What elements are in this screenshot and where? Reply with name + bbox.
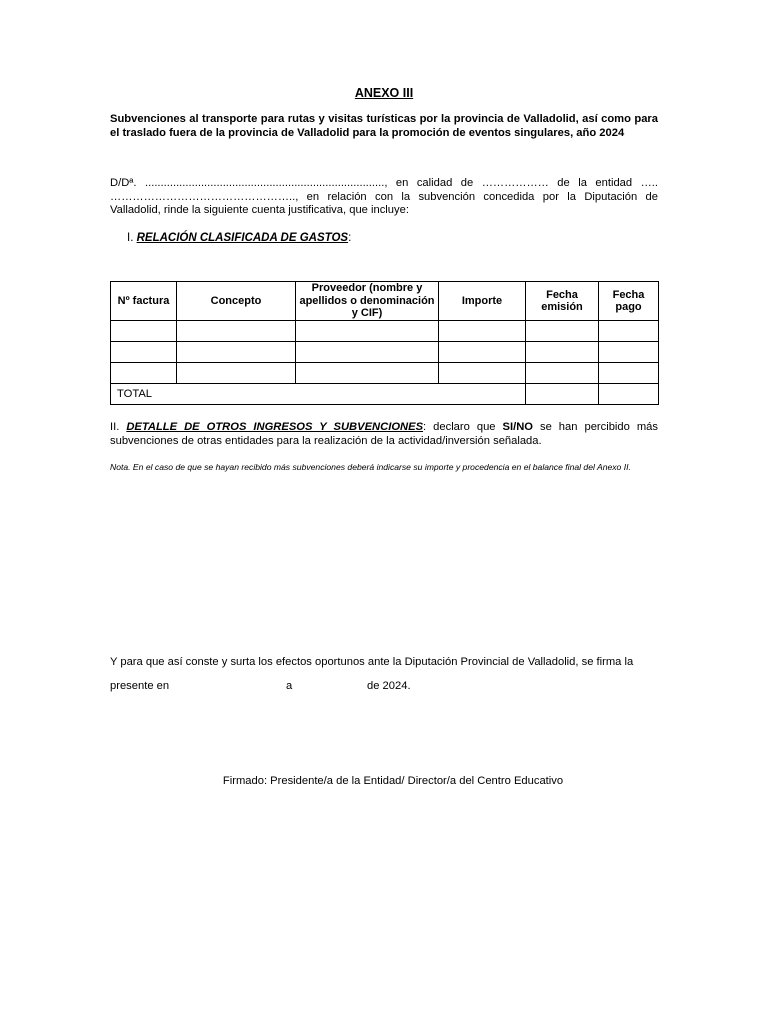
closing-date: de 2024. [367, 680, 411, 692]
table-cell[interactable] [599, 363, 659, 384]
table-cell[interactable] [526, 363, 599, 384]
table-cell[interactable] [296, 342, 439, 363]
total-row [111, 384, 659, 405]
header-fecha-pago: Fecha pago [599, 282, 659, 321]
section-1-label: RELACIÓN CLASIFICADA DE GASTOS [136, 232, 349, 244]
note-text: Nota. En el caso de que se hayan recibido más subvenciones deberá indicarse su importe y procedencia en el balance final del Anexo II. [110, 462, 631, 472]
closing-presente: presente en [110, 680, 170, 692]
table-cell[interactable] [111, 342, 177, 363]
signature-line: Firmado: Presidente/a de la Entidad/ Director/a del Centro Educativo [222, 775, 564, 787]
section-2-paragraph [110, 421, 658, 448]
table-cell[interactable] [111, 321, 177, 342]
header-concepto: Concepto [177, 282, 296, 321]
intro-paragraph: D/Dª. ............................................................................., en calidad de ……………… de la entidad ….. ………………………………………….., en relación con la subvención concedida por la Diputación de Valladolid, rinde la siguiente cuenta justificativa, que incluye: [110, 177, 658, 216]
section-2-text-1: : declaro que [423, 421, 503, 433]
table-header-row [111, 282, 659, 321]
total-fecha-pago-cell[interactable] [599, 384, 659, 405]
table-cell[interactable] [439, 342, 526, 363]
table-cell[interactable] [439, 321, 526, 342]
table-cell[interactable] [177, 321, 296, 342]
header-importe: Importe [439, 282, 526, 321]
header-n-factura: Nº factura [111, 282, 177, 321]
table-cell[interactable] [296, 321, 439, 342]
section-1-heading [127, 232, 351, 244]
table-cell[interactable] [439, 363, 526, 384]
table-cell[interactable] [599, 342, 659, 363]
document-subtitle: Subvenciones al transporte para rutas y visitas turísticas por la provincia de Valladolid, así como para el traslado fuera de la provincia de Valladolid para la promoción de eventos singulares, año 2024 [110, 113, 658, 139]
closing-line-1: Y para que así conste y surta los efectos oportunos ante la Diputación Provincial de Valladolid, se firma la [110, 656, 634, 668]
section-2-prefix: II. [110, 421, 127, 433]
table-cell[interactable] [111, 363, 177, 384]
table-cell[interactable] [526, 342, 599, 363]
table-cell[interactable] [177, 363, 296, 384]
total-fecha-emision-cell[interactable] [526, 384, 599, 405]
header-proveedor: Proveedor (nombre y apellidos o denominación y CIF) [296, 282, 439, 321]
section-2-label: DETALLE DE OTROS INGRESOS Y SUBVENCIONES [126, 421, 424, 433]
table-cell[interactable] [526, 321, 599, 342]
document-title: ANEXO III [354, 86, 414, 100]
section-1-prefix: I. [127, 232, 137, 244]
table-row [111, 342, 659, 363]
table-cell[interactable] [296, 363, 439, 384]
table-cell[interactable] [177, 342, 296, 363]
section-1-suffix: : [348, 232, 352, 244]
table-row [111, 321, 659, 342]
si-no-option: SI/NO [502, 421, 533, 433]
section-2-text-2: se han percibido más subvenciones de otras entidades para la realización de la actividad/inversión señalada. [110, 421, 659, 447]
closing-a: a [286, 680, 293, 692]
table-cell[interactable] [599, 321, 659, 342]
table-row [111, 363, 659, 384]
expenses-table [110, 281, 659, 405]
header-fecha-emision: Fecha emisión [526, 282, 599, 321]
total-label: TOTAL [111, 384, 526, 405]
